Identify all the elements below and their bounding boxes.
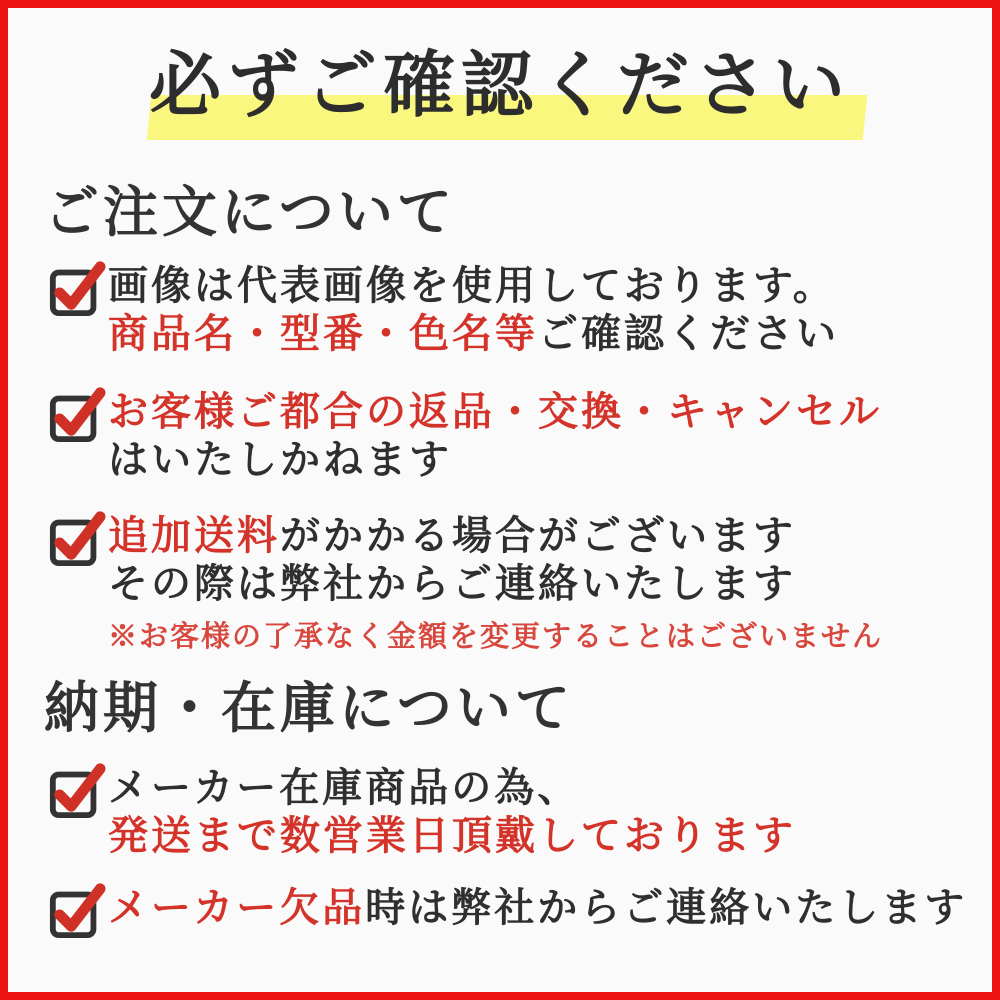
checklist-item-no-returns	[48, 388, 882, 484]
item-text-segment-red: メーカー欠品	[108, 885, 366, 930]
item-text-segment: その際は弊社からご連絡いたします	[108, 561, 796, 606]
item-text-segment: 画像は代表画像を使用しております。	[108, 263, 836, 308]
section-heading-order: ご注文について	[44, 182, 456, 243]
item-text-segment: はいたしかねます	[108, 437, 452, 482]
item-text-segment: 時は弊社からご連絡いたします	[365, 885, 968, 930]
checked-checkbox-icon	[48, 256, 106, 318]
item-text-segment: ご確認ください	[538, 311, 839, 356]
item-text-segment-red: 発送まで数営業日頂戴しております	[108, 813, 796, 858]
checked-checkbox-icon	[48, 758, 106, 820]
checklist-item-extra-shipping	[48, 512, 883, 655]
item-text-segment-red: 追加送料	[108, 513, 280, 558]
checklist-item-maker-stock	[48, 764, 796, 860]
item-text-segment-red: 商品名・型番・色名等	[108, 311, 538, 356]
checked-checkbox-icon	[48, 382, 106, 444]
item-text-segment-red: お客様ご都合の返品・交換・キャンセル	[108, 389, 882, 434]
section-heading-stock: 納期・在庫について	[44, 678, 574, 739]
item-text-segment: がかかる場合がございます	[280, 513, 796, 558]
checklist-item-maker-shortage	[48, 884, 967, 940]
item-note: ※お客様の了承なく金額を変更することはございません	[108, 621, 884, 653]
notice-title: 必ずご確認ください	[148, 46, 851, 126]
checked-checkbox-icon	[48, 506, 106, 568]
checked-checkbox-icon	[48, 878, 106, 940]
checklist-item-representative-image	[48, 262, 839, 358]
item-text-segment: メーカー在庫商品の為、	[108, 765, 581, 810]
